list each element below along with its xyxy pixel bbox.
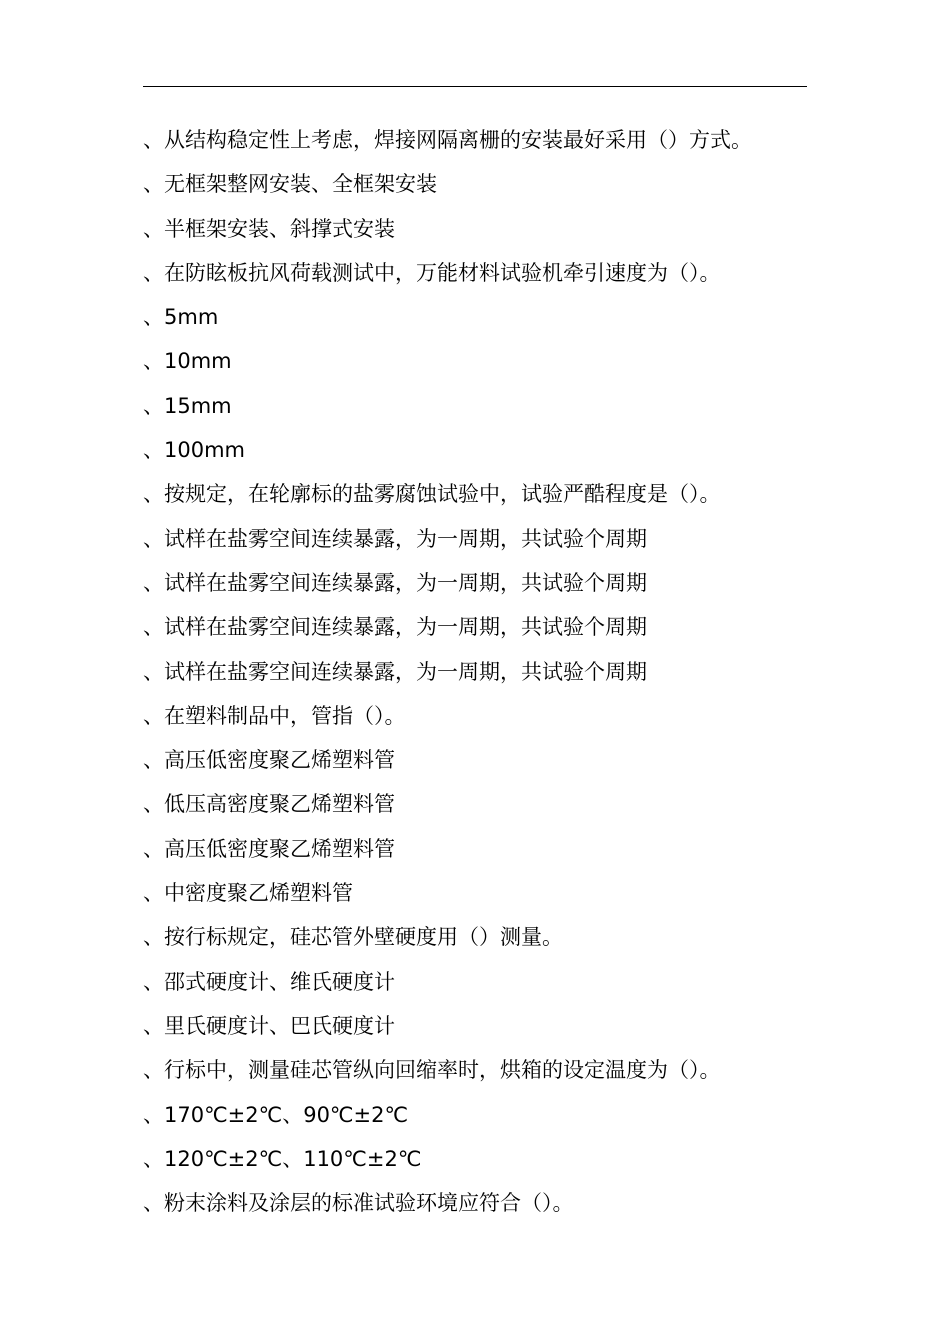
option-line: 、里氏硬度计、巴氏硬度计	[143, 1013, 395, 1038]
option-line: 、低压高密度聚乙烯塑料管	[143, 792, 395, 817]
option-line: 、120℃±2℃、110℃±2℃	[143, 1146, 422, 1171]
option-line: 、15mm	[143, 393, 232, 418]
option-line: 、高压低密度聚乙烯塑料管	[143, 748, 395, 773]
document-body	[143, 118, 843, 1225]
option-line: 、5mm	[143, 305, 219, 330]
option-line: 、试样在盐雾空间连续暴露，为一周期，共试验个周期	[143, 615, 647, 640]
question-4: 、在塑料制品中，管指（）。	[143, 703, 406, 728]
option-line: 、试样在盐雾空间连续暴露，为一周期，共试验个周期	[143, 659, 647, 684]
question-5: 、按行标规定，硅芯管外壁硬度用（）测量。	[143, 925, 563, 950]
option-line: 、半框架安装、斜撑式安装	[143, 216, 395, 241]
option-line: 、170℃±2℃、90℃±2℃	[143, 1102, 409, 1127]
question-7: 、粉末涂料及涂层的标准试验环境应符合（）。	[143, 1191, 574, 1216]
question-2: 、在防眩板抗风荷载测试中，万能材料试验机牵引速度为（）。	[143, 260, 721, 285]
option-line: 、高压低密度聚乙烯塑料管	[143, 836, 395, 861]
question-6: 、行标中，测量硅芯管纵向回缩率时，烘箱的设定温度为（）。	[143, 1058, 721, 1083]
option-line: 、无框架整网安装、全框架安装	[143, 172, 437, 197]
option-line: 、试样在盐雾空间连续暴露，为一周期，共试验个周期	[143, 526, 647, 551]
option-line: 、试样在盐雾空间连续暴露，为一周期，共试验个周期	[143, 570, 647, 595]
option-line: 、中密度聚乙烯塑料管	[143, 881, 353, 906]
option-line: 、10mm	[143, 349, 232, 374]
question-1: 、从结构稳定性上考虑，焊接网隔离栅的安装最好采用（）方式。	[143, 128, 752, 152]
header-rule	[143, 86, 807, 87]
question-3: 、按规定，在轮廓标的盐雾腐蚀试验中，试验严酷程度是（）。	[143, 482, 721, 507]
option-line: 、100mm	[143, 438, 245, 463]
option-line: 、邵式硬度计、维氏硬度计	[143, 969, 395, 994]
